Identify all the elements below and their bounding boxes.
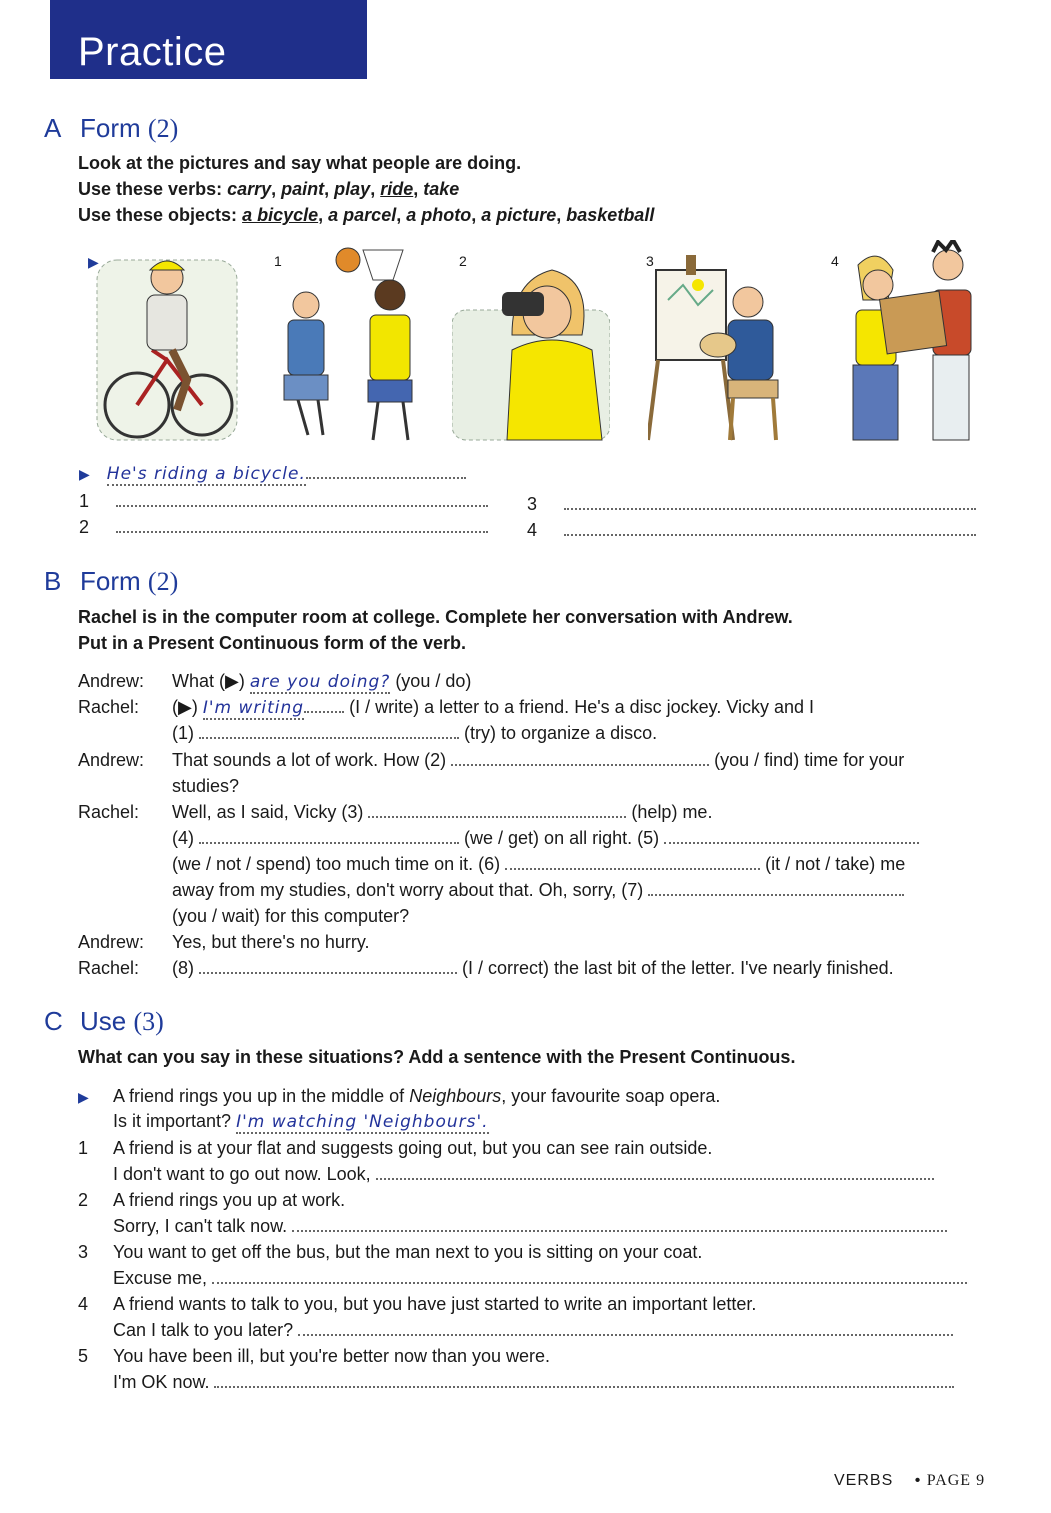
- speaker-andrew: Andrew:: [78, 750, 145, 770]
- example-arrow-icon: ▶: [78, 1089, 89, 1105]
- prompt-5: I'm OK now.: [113, 1369, 954, 1395]
- parcel-illustration: [838, 240, 978, 445]
- dialogue-line-12: (8) (I / correct) the last bit of the letter. I've nearly finished.: [172, 958, 894, 978]
- painter-illustration: [648, 240, 788, 445]
- example-answer: He's riding a bicycle.: [106, 464, 306, 484]
- prompt-4: Can I talk to you later?: [113, 1317, 953, 1343]
- dialogue-line-10: (you / wait) for this computer?: [172, 906, 410, 926]
- footer-bullet: •: [914, 1472, 922, 1489]
- speaker-andrew: Andrew:: [78, 932, 145, 952]
- blank-8[interactable]: [199, 956, 457, 974]
- answer-row-4: 4: [527, 517, 976, 543]
- section-b-heading: [44, 566, 344, 598]
- situation-2: 2: [78, 1190, 89, 1210]
- answer-field-4[interactable]: [564, 518, 976, 536]
- section-c-letter: C: [44, 1006, 63, 1036]
- section-c-instruction: What can you say in these situations? Add a sentence with the Present Continuous.: [78, 1047, 796, 1067]
- dialogue-line-3: (1) (try) to organize a disco.: [172, 723, 658, 743]
- situation-2-text: A friend rings you up at work.: [113, 1190, 346, 1210]
- dialogue-line-7: (4) (we / get) on all right. (5): [172, 825, 919, 851]
- blank-6[interactable]: [505, 852, 760, 870]
- dialogue-line-5: studies?: [172, 776, 240, 796]
- picture-number-3: 3: [646, 253, 654, 269]
- speaker-andrew: Andrew:: [78, 671, 145, 691]
- blank-7[interactable]: [648, 878, 904, 896]
- prompt-1: I don't want to go out now. Look,: [113, 1161, 934, 1187]
- dialogue-line-6: Well, as I said, Vicky (3) (help) me.: [172, 802, 713, 822]
- speaker-rachel: Rachel:: [78, 697, 140, 717]
- section-a-instructions: [78, 150, 654, 228]
- picture-number-1: 1: [274, 253, 282, 269]
- prompt-3: Excuse me,: [113, 1265, 967, 1291]
- speaker-rachel: Rachel:: [78, 958, 140, 978]
- cyclist-illustration: [92, 240, 242, 445]
- answer-row-2: 2: [79, 514, 488, 540]
- example-situation: ▶ A friend rings you up in the middle of Neighbours, your favourite soap opera.: [78, 1086, 721, 1106]
- answer-field-c4[interactable]: [298, 1318, 953, 1336]
- instruction-line-1: Look at the pictures and say what people are doing.: [78, 153, 522, 173]
- answer-field-1[interactable]: [116, 489, 488, 507]
- instruction-line-3: Use these objects: a bicycle, a parcel, a photo, a picture, basketball: [78, 205, 655, 225]
- banner-title: Practice: [78, 30, 227, 74]
- section-c-heading: [44, 1006, 344, 1038]
- page-number: PAGE 9: [926, 1472, 986, 1489]
- play-arrow-icon: ▶: [178, 697, 192, 717]
- blank-2[interactable]: [451, 748, 709, 766]
- section-b-instructions: Rachel is in the computer room at college. Complete her conversation with Andrew. Put in a Present Continuous form of the verb.: [78, 607, 793, 653]
- answer-field-c3[interactable]: [212, 1266, 967, 1284]
- section-b-letter: B: [44, 566, 62, 596]
- blank-1[interactable]: [199, 721, 459, 739]
- dialogue-line-11: Yes, but there's no hurry.: [172, 932, 370, 952]
- footer-section: VERBS: [834, 1472, 894, 1489]
- situation-3: 3: [78, 1242, 89, 1262]
- example-answer-c: I'm watching 'Neighbours'.: [236, 1112, 489, 1132]
- section-a-number: (2): [147, 114, 179, 143]
- situation-1-text: A friend is at your flat and suggests going out, but you can see rain outside.: [113, 1138, 713, 1158]
- situation-5-text: You have been ill, but you're better now than you were.: [113, 1346, 551, 1366]
- dialogue-answer-example-2: I'm writing: [202, 698, 305, 718]
- speaker-rachel: Rachel:: [78, 802, 140, 822]
- section-c-number: (3): [133, 1007, 164, 1036]
- picture-number-2: 2: [459, 253, 467, 269]
- blank-3[interactable]: [368, 800, 626, 818]
- example-arrow-icon: ▶: [79, 466, 90, 482]
- blank-5[interactable]: [664, 826, 919, 844]
- situation-1: 1: [78, 1138, 89, 1158]
- answer-field-c1[interactable]: [376, 1162, 934, 1180]
- photographer-illustration: [452, 240, 610, 445]
- page-footer: [834, 1472, 985, 1490]
- example-answer-row: [79, 460, 466, 487]
- section-a-heading: [44, 113, 344, 145]
- answer-field-3[interactable]: [564, 492, 976, 510]
- section-a-title: Form: [80, 113, 141, 143]
- prompt-2: Sorry, I can't talk now.: [113, 1213, 947, 1239]
- section-c-title: Use: [80, 1006, 127, 1036]
- practice-banner: [50, 0, 367, 79]
- instruction-line-2: Use these verbs: carry, paint, play, ride, take: [78, 179, 460, 199]
- situation-4-text: A friend wants to talk to you, but you have just started to write an important letter.: [113, 1294, 757, 1314]
- dialogue-line-9: away from my studies, don't worry about that. Oh, sorry, (7): [172, 877, 904, 903]
- dialogue-answer-example-1: are you doing?: [249, 672, 391, 692]
- dialogue-line-2: (▶) I'm writing (I / write) a letter to a friend. He's a disc jockey. Vicky and I: [172, 697, 815, 718]
- dialogue-line-1: What (▶) are you doing? (you / do): [172, 671, 472, 692]
- picture-number-4: 4: [831, 253, 839, 269]
- section-b-number: (2): [147, 567, 179, 596]
- example-prompt: Is it important? I'm watching 'Neighbours'.: [113, 1111, 489, 1132]
- dialogue-line-4: That sounds a lot of work. How (2) (you / find) time for your: [172, 750, 905, 770]
- situation-5: 5: [78, 1346, 89, 1366]
- blank-4[interactable]: [199, 826, 459, 844]
- section-a-letter: A: [44, 113, 62, 143]
- basketball-illustration: [278, 240, 428, 445]
- dialogue-line-8: (we / not / spend) too much time on it. (6) (it / not / take) me: [172, 854, 906, 874]
- section-b-title: Form: [80, 566, 141, 596]
- play-arrow-icon: ▶: [225, 671, 239, 691]
- situation-3-text: You want to get off the bus, but the man next to you is sitting on your coat.: [113, 1242, 703, 1262]
- answer-field-c2[interactable]: [292, 1214, 947, 1232]
- answer-field-c5[interactable]: [214, 1370, 954, 1388]
- example-arrow-icon: ▶: [88, 254, 99, 270]
- answer-row-3: 3: [527, 491, 976, 517]
- answer-field-2[interactable]: [116, 515, 488, 533]
- situation-4: 4: [78, 1294, 89, 1314]
- answer-row-1: 1: [79, 488, 488, 514]
